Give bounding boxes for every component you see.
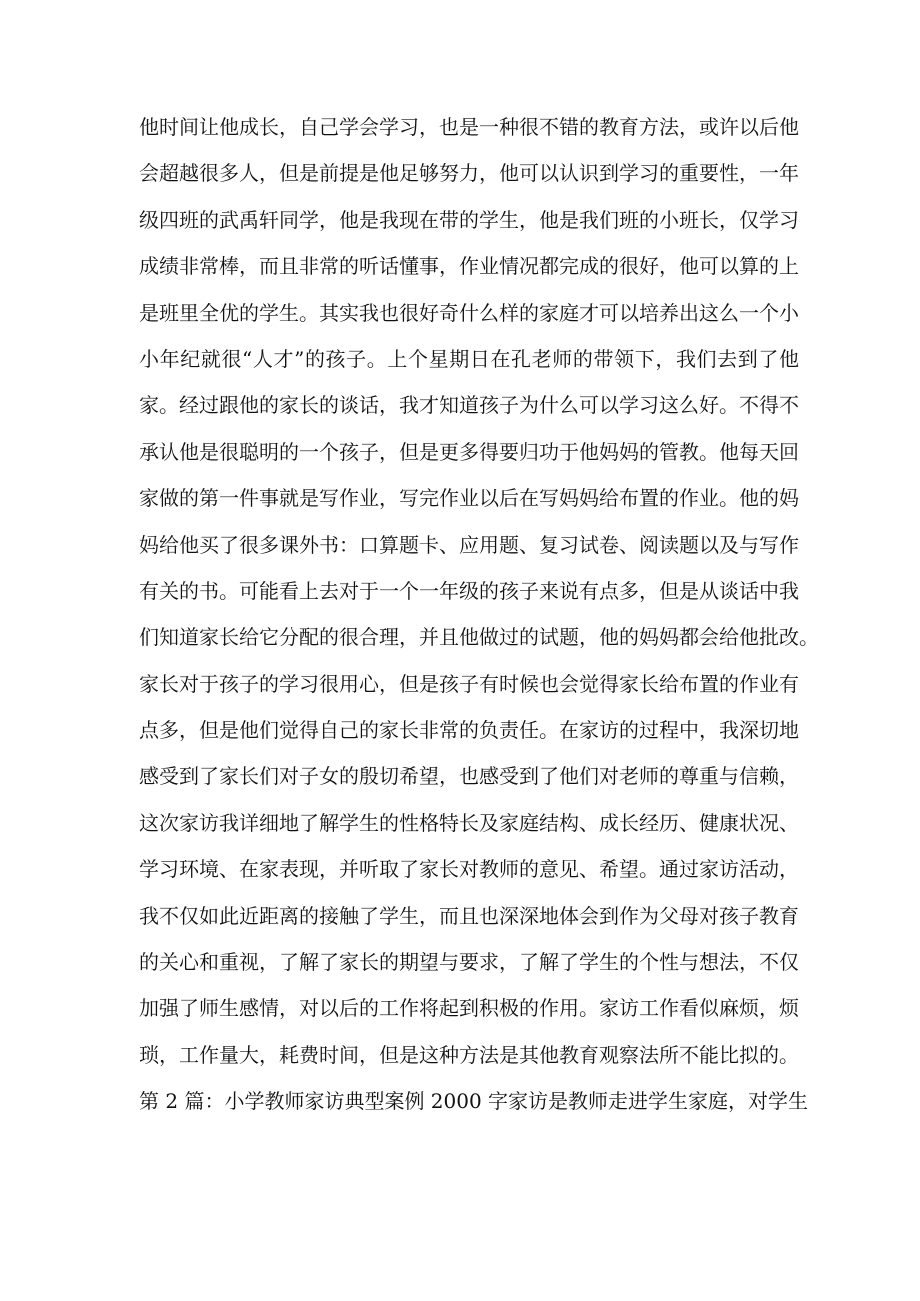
text-line-4: 成绩非常棒，而且非常的听话懂事，作业情况都完成的很好，他可以算的上 [139, 254, 799, 279]
text-line-10: 妈给他买了很多课外书：口算题卡、应用题、复习试卷、阅读题以及与写作 [139, 532, 799, 557]
text-line-20: 加强了师生感情，对以后的工作将起到积极的作用。家访工作看似麻烦，烦 [139, 996, 799, 1021]
text-line-16: 这次家访我详细地了解学生的性格特长及家庭结构、成长经历、健康状况、 [139, 810, 799, 835]
text-line-14: 点多，但是他们觉得自己的家长非常的负责任。在家访的过程中，我深切地 [139, 718, 799, 743]
text-line-6: 小年纪就很“人才”的孩子。上个星期日在孔老师的带领下，我们去到了他 [139, 346, 799, 371]
text-line-19: 的关心和重视，了解了家长的期望与要求，了解了学生的个性与想法，不仅 [139, 950, 799, 975]
text-line-8: 承认他是很聪明的一个孩子，但是更多得要归功于他妈妈的管教。他每天回 [139, 439, 799, 464]
text-line-15: 感受到了家长们对子女的殷切希望，也感受到了他们对老师的尊重与信赖， [139, 764, 799, 789]
text-line-7: 家。经过跟他的家长的谈话，我才知道孩子为什么可以学习这么好。不得不 [139, 393, 799, 418]
text-line-12: 们知道家长给它分配的很合理，并且他做过的试题，他的妈妈都会给他批改。 [139, 625, 819, 650]
text-line-21: 琐，工作量大，耗费时间，但是这种方法是其他教育观察法所不能比拟的。 [139, 1042, 799, 1067]
text-line-11: 有关的书。可能看上去对于一个一年级的孩子来说有点多，但是从谈话中我 [139, 578, 799, 603]
text-line-5: 是班里全优的学生。其实我也很好奇什么样的家庭才可以培养出这么一个小 [139, 300, 799, 325]
text-line-22: 第 2 篇：小学教师家访典型案例 2000 字家访是教师走进学生家庭，对学生 [139, 1089, 809, 1114]
text-line-2: 会超越很多人，但是前提是他足够努力，他可以认识到学习的重要性，一年 [139, 161, 799, 186]
text-line-13: 家长对于孩子的学习很用心，但是孩子有时候也会觉得家长给布置的作业有 [139, 671, 799, 696]
text-line-1: 他时间让他成长，自己学会学习，也是一种很不错的教育方法，或许以后他 [139, 115, 799, 139]
body-text [139, 104, 819, 1125]
text-line-3: 级四班的武禹轩同学，他是我现在带的学生，他是我们班的小班长，仅学习 [139, 207, 799, 232]
text-line-9: 家做的第一件事就是写作业，写完作业以后在写妈妈给布置的作业。他的妈 [139, 486, 799, 511]
text-line-17: 学习环境、在家表现，并听取了家长对教师的意见、希望。通过家访活动， [139, 857, 799, 882]
text-line-18: 我不仅如此近距离的接触了学生，而且也深深地体会到作为父母对孩子教育 [139, 903, 799, 928]
